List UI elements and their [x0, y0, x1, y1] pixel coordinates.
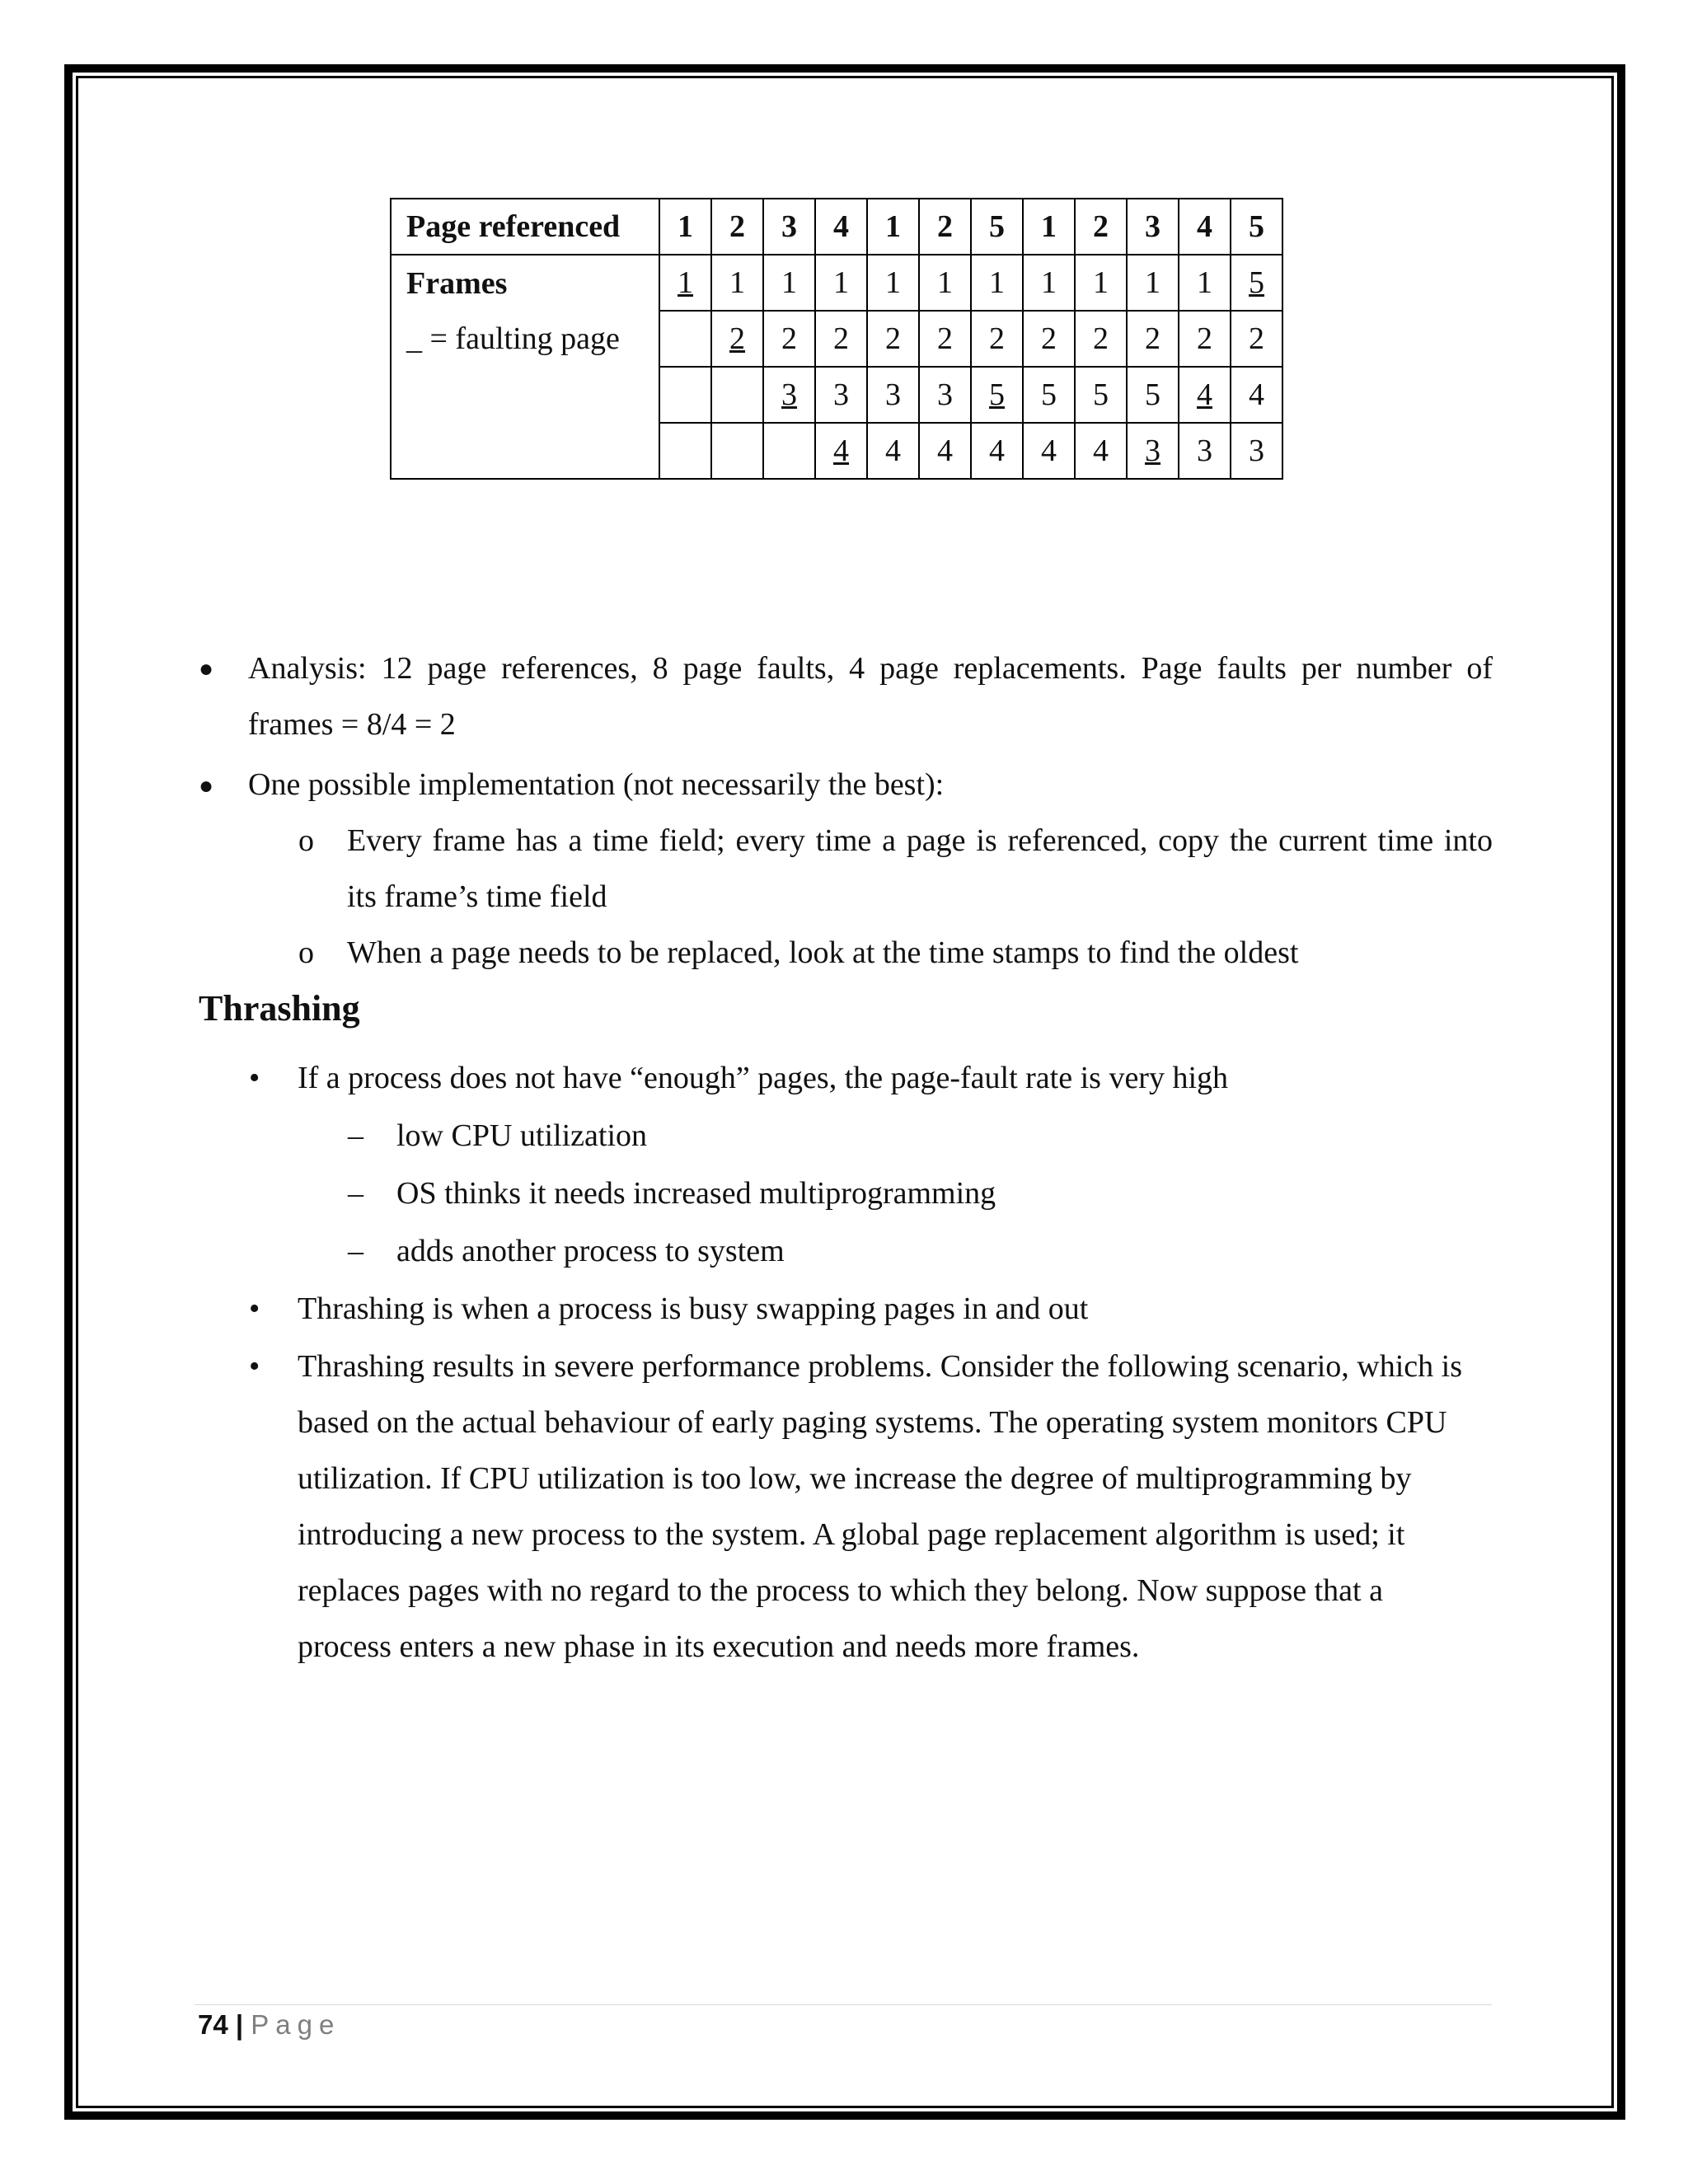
frame-cell: 1 [763, 255, 815, 311]
frame-cell: 4 [1075, 423, 1127, 479]
sub-bullet-o: o [298, 935, 314, 970]
frame-cell: 1 [867, 255, 919, 311]
analysis-line-1: Analysis: 12 page references, 8 page faults, 4 page replacements. Page faults per number of [248, 651, 1493, 686]
dash-marker: – [348, 1234, 363, 1268]
frame-cell: 1 [711, 255, 763, 311]
legend-label: _ = faulting page [391, 311, 659, 367]
frame-cell: 2 [711, 311, 763, 367]
frame-cell: 5 [1231, 255, 1282, 311]
frame-cell [711, 423, 763, 479]
ref-cell: 4 [815, 199, 867, 255]
footer-separator: | [235, 2009, 244, 2040]
ref-cell: 2 [919, 199, 971, 255]
frame-cell [659, 311, 711, 367]
frame-cell: 5 [1075, 367, 1127, 423]
frame-cell: 2 [1179, 311, 1231, 367]
frame-cell: 5 [1127, 367, 1179, 423]
thrashing-dash-2: OS thinks it needs increased multiprogramming [396, 1176, 996, 1211]
frame-cell: 3 [763, 367, 815, 423]
frame-cell: 3 [1127, 423, 1179, 479]
ref-cell: 1 [1023, 199, 1075, 255]
frame-cell: 2 [815, 311, 867, 367]
frame-cell: 2 [971, 311, 1023, 367]
frame-cell [659, 367, 711, 423]
frame-cell: 2 [919, 311, 971, 367]
frame-cell: 4 [1023, 423, 1075, 479]
frame-cell: 2 [763, 311, 815, 367]
frame-cell [659, 423, 711, 479]
ref-cell: 2 [711, 199, 763, 255]
frame-cell: 1 [1075, 255, 1127, 311]
frame-cell: 4 [815, 423, 867, 479]
frame-cell [711, 367, 763, 423]
frame-cell: 3 [1231, 423, 1282, 479]
implementation-sub1-line-2: its frame’s time field [347, 879, 607, 914]
thrashing-bullet-1: If a process does not have “enough” pages, the page-fault rate is very high [298, 1061, 1229, 1095]
frame-cell: 3 [919, 367, 971, 423]
thrashing-dash-1: low CPU utilization [396, 1118, 647, 1153]
frame-cell: 2 [867, 311, 919, 367]
footer-rule [195, 2004, 1492, 2005]
frame-cell: 4 [971, 423, 1023, 479]
frame-cell: 5 [1023, 367, 1075, 423]
frame-cell: 2 [1075, 311, 1127, 367]
frame-cell: 5 [971, 367, 1023, 423]
frame-cell: 1 [815, 255, 867, 311]
empty-label-cell [391, 423, 659, 479]
ref-cell: 3 [1127, 199, 1179, 255]
ref-cell: 1 [659, 199, 711, 255]
frame-cell: 3 [867, 367, 919, 423]
analysis-line-2: frames = 8/4 = 2 [248, 707, 456, 742]
frame-row [391, 423, 1282, 479]
section-heading-thrashing: Thrashing [199, 988, 360, 1029]
sub-bullet-o: o [298, 823, 314, 858]
bullet-dot-small: • [249, 1061, 260, 1095]
frame-cell: 2 [1023, 311, 1075, 367]
frame-cell: 4 [867, 423, 919, 479]
frame-cell: 3 [1179, 423, 1231, 479]
frame-cell [763, 423, 815, 479]
frame-cell: 4 [919, 423, 971, 479]
ref-cell: 4 [1179, 199, 1231, 255]
frame-cell: 3 [815, 367, 867, 423]
dash-marker: – [348, 1118, 363, 1153]
thrashing-dash-3: adds another process to system [396, 1234, 785, 1268]
page-reference-table [390, 198, 1283, 480]
empty-label-cell [391, 367, 659, 423]
ref-cell: 5 [971, 199, 1023, 255]
implementation-intro: One possible implementation (not necessarily the best): [248, 767, 945, 802]
frame-cell: 1 [1023, 255, 1075, 311]
bullet-dot-small: • [249, 1349, 260, 1384]
table-header-row [391, 199, 1282, 255]
bullet-dot: ● [199, 772, 214, 799]
frame-cell: 1 [971, 255, 1023, 311]
thrashing-bullet-3-line-1: Thrashing results in severe performance problems. Consider the following scenario, which is [298, 1349, 1463, 1384]
thrashing-bullet-3-line-5: replaces pages with no regard to the process to which they belong. Now suppose that a [298, 1573, 1383, 1608]
frame-cell: 2 [1127, 311, 1179, 367]
bullet-dot: ● [199, 655, 214, 682]
bullet-dot-small: • [249, 1291, 260, 1326]
page-number: 74 [198, 2009, 228, 2040]
frame-row [391, 255, 1282, 311]
frame-cell: 1 [1127, 255, 1179, 311]
frame-cell: 1 [919, 255, 971, 311]
thrashing-bullet-2: Thrashing is when a process is busy swapping pages in and out [298, 1291, 1089, 1326]
dash-marker: – [348, 1176, 363, 1211]
ref-cell: 3 [763, 199, 815, 255]
frame-row [391, 311, 1282, 367]
frame-cell: 4 [1179, 367, 1231, 423]
frame-cell: 2 [1231, 311, 1282, 367]
ref-cell: 1 [867, 199, 919, 255]
frame-cell: 1 [1179, 255, 1231, 311]
frame-cell: 1 [659, 255, 711, 311]
header-label: Page referenced [391, 199, 659, 255]
thrashing-bullet-3-line-2: based on the actual behaviour of early paging systems. The operating system monitors CPU [298, 1405, 1447, 1440]
ref-cell: 2 [1075, 199, 1127, 255]
page-footer [198, 2009, 340, 2041]
thrashing-bullet-3-line-4: introducing a new process to the system. A global page replacement algorithm is used; it [298, 1517, 1405, 1552]
thrashing-bullet-3-line-3: utilization. If CPU utilization is too low, we increase the degree of multiprogramming by [298, 1461, 1412, 1496]
implementation-sub1-line-1: Every frame has a time field; every time a page is referenced, copy the current time into [347, 823, 1493, 858]
frames-label: Frames [391, 255, 659, 311]
implementation-sub2: When a page needs to be replaced, look at the time stamps to find the oldest [347, 935, 1299, 970]
frame-cell: 4 [1231, 367, 1282, 423]
thrashing-bullet-3-line-6: process enters a new phase in its execution and needs more frames. [298, 1629, 1140, 1664]
frame-row [391, 367, 1282, 423]
ref-cell: 5 [1231, 199, 1282, 255]
footer-page-label: Page [251, 2009, 341, 2040]
